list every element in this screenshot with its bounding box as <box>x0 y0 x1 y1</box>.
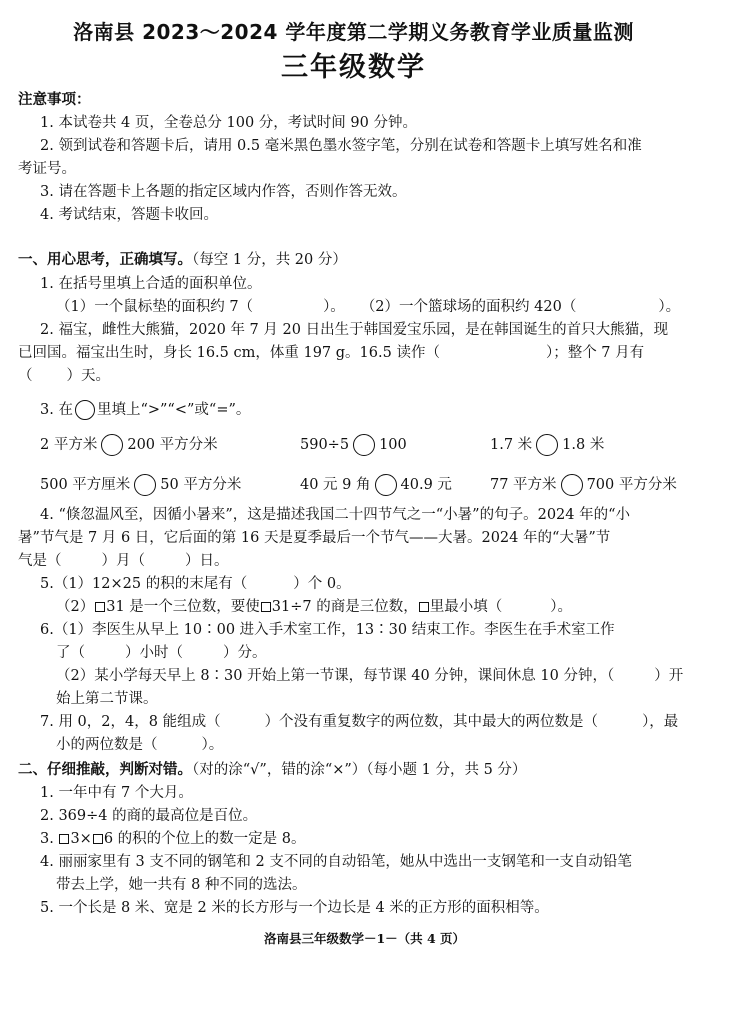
q1a-text: （1）一个鼠标垫的面积约 7（ <box>56 299 254 315</box>
notice-item: 考证号。 <box>18 161 76 177</box>
q5a-text: 5.（1）12×25 的积的末尾有（ <box>40 576 248 592</box>
q3-left-value: 1.7 米 <box>490 436 533 453</box>
q3-right-value: 50 平方分米 <box>160 476 242 493</box>
q3-stem-text: 3. 在 <box>40 401 73 418</box>
q3-right-value: 1.8 米 <box>562 436 605 453</box>
q3-left-value: 77 平方米 <box>490 476 557 493</box>
q4-line3 <box>18 554 689 577</box>
q2-days-open: （ <box>18 368 33 384</box>
q2-text: 已回国。福宝出生时，身长 16.5 cm，体重 197 g。16.5 读作（ <box>18 345 440 361</box>
q5b <box>18 600 689 623</box>
judge-item-5: 5. 一个长是 8 米、宽是 2 米的长方形与一个边长是 4 米的正方形的面积相等。 <box>40 900 549 916</box>
judge-item-4-cont: 带去上学，她一共有 8 种不同的选法。 <box>56 877 307 893</box>
judge-item-4: 4. 丽丽家里有 3 支不同的钢笔和 2 支不同的自动铅笔，她从中选出一支钢笔和一支自动铅笔 <box>40 854 632 870</box>
section-2-heading: 二、仔细推敲，判断对错。 <box>18 761 192 778</box>
box-icon <box>59 834 69 844</box>
box-icon <box>93 834 103 844</box>
q3-compare-item <box>490 474 677 496</box>
q6a-text-mid: ）小时（ <box>125 645 183 661</box>
q6a-line2 <box>18 646 689 669</box>
judge-item-1: 1. 一年中有 7 个大月。 <box>40 785 193 801</box>
judge-item-2: 2. 369÷4 的商的最高位是百位。 <box>40 808 258 824</box>
box-icon <box>95 602 105 612</box>
q1-stem: 1. 在括号里填上合适的面积单位。 <box>40 276 262 292</box>
judge-item-3-text-3: 6 的积的个位上的数一定是 8。 <box>103 831 306 847</box>
q6a-text: 了（ <box>56 645 85 661</box>
compare-circle-blank[interactable] <box>375 474 397 496</box>
compare-circle-blank[interactable] <box>561 474 583 496</box>
q4-text: 气是（ <box>18 553 62 569</box>
compare-circle-blank[interactable] <box>101 434 123 456</box>
q3-compare-item <box>300 474 490 496</box>
section-2 <box>18 763 689 924</box>
exam-subject: 三年级数学 <box>281 52 426 83</box>
q3-right-value: 40.9 元 <box>400 476 452 493</box>
section-2-instructions: （对的涂“√”，错的涂“×”）（每小题 1 分，共 5 分） <box>192 762 527 778</box>
notice-heading: 注意事项： <box>18 91 91 108</box>
q1b-text-end: ）。 <box>658 299 681 315</box>
q3-left-value: 500 平方厘米 <box>40 476 131 493</box>
compare-circle-blank[interactable] <box>536 434 558 456</box>
q5b-text: （2） <box>56 599 95 615</box>
q3-compare-item <box>490 434 604 456</box>
q3-row-2 <box>18 470 689 500</box>
page-footer: 洛南县三年级数学－1－（共 4 页） <box>263 931 466 946</box>
q3-right-value: 200 平方分米 <box>127 436 218 453</box>
q3-right-value: 700 平方分米 <box>586 476 677 493</box>
q4-line1: 4. “倏忽温风至，因循小暑来”，这是描述我国二十四节气之一“小暑”的句子。2024 年的“小 <box>40 507 631 523</box>
q2-text-end: ）；整个 7 月有 <box>545 345 645 361</box>
q1b-text: （2）一个篮球场的面积约 420（ <box>360 299 577 315</box>
section-1-header <box>18 253 689 277</box>
q1a-text-end: ）。 <box>323 299 345 315</box>
exam-title: 洛南县 2023～2024 学年度第二学期义务教育学业质量监测 <box>73 20 634 44</box>
q5a <box>18 577 689 600</box>
q6b-text-end: ）开 <box>654 668 684 684</box>
q1-parts <box>18 300 689 323</box>
q3-row-1 <box>18 430 689 460</box>
notice-block <box>18 93 689 231</box>
q6b-text: （2）某小学每天早上 8∶30 开始上第一节课，每节课 40 分钟，课间休息 10 分钟，（ <box>56 668 615 684</box>
q6a-line1: 6.（1）李医生从早上 10∶00 进入手术室工作，13∶30 结束工作。李医生在手术室工作 <box>40 622 615 638</box>
q3-compare-item <box>40 474 300 496</box>
q3-right-value: 100 <box>379 436 407 453</box>
q4-text-mid: ）月（ <box>101 553 145 569</box>
q2-line1: 2. 福宝，雌性大熊猫，2020 年 7 月 20 日出生于韩国爱宝乐园，是在韩国诞生的首只大熊猫，现 <box>40 322 669 338</box>
q7-text: 7. 用 0，2，4，8 能组成（ <box>40 714 221 730</box>
section-1-heading: 一、用心思考，正确填写。 <box>18 251 192 268</box>
judge-item-3 <box>18 832 689 855</box>
q6b-line1 <box>18 669 689 692</box>
notice-item: 4. 考试结束，答题卡收回。 <box>40 207 218 223</box>
q7-text-2: 小的两位数是（ <box>56 737 158 753</box>
q7-text-mid: ）个没有重复数字的两位数，其中最大的两位数是（ <box>264 714 599 730</box>
box-icon <box>261 602 271 612</box>
section-1-score: （每空 1 分，共 20 分） <box>192 252 347 268</box>
q6b-line2: 始上第二节课。 <box>56 691 158 707</box>
q7-line2 <box>18 738 689 761</box>
q3-stem <box>18 396 689 424</box>
q5b-text-4: 里最小填（ <box>429 599 503 615</box>
judge-item-3-text-2: 3× <box>70 831 92 847</box>
judge-item-3-text: 3. <box>40 831 59 847</box>
q5a-text-end: ）个 0。 <box>293 576 351 592</box>
q3-stem-text-end: 里填上“>”“<”或“=”。 <box>96 401 251 418</box>
section-1 <box>18 253 689 761</box>
q3-compare-item <box>300 434 490 456</box>
notice-item: 2. 领到试卷和答题卡后，请用 0.5 毫米黑色墨水签字笔，分别在试卷和答题卡上填写姓名和准 <box>40 138 642 154</box>
q7-text-2-end: ）。 <box>201 737 224 753</box>
q3-left-value: 2 平方米 <box>40 436 98 453</box>
q5b-text-end: ）。 <box>550 599 572 615</box>
notice-item: 3. 请在答题卡上各题的指定区域内作答，否则作答无效。 <box>40 184 407 200</box>
q2-line3 <box>18 369 689 396</box>
q3-compare-item <box>40 434 300 456</box>
q7-text-end: ），最 <box>642 714 679 730</box>
compare-circle-icon <box>75 400 95 420</box>
box-icon <box>419 602 429 612</box>
notice-item: 1. 本试卷共 4 页，全卷总分 100 分，考试时间 90 分钟。 <box>40 115 417 131</box>
compare-circle-blank[interactable] <box>353 434 375 456</box>
section-2-header <box>18 763 689 786</box>
q3-left-value: 40 元 9 角 <box>300 476 371 493</box>
q4-line2: 暑”节气是 7 月 6 日，它后面的第 16 天是夏季最后一个节气——大暑。2024 年的“大暑”节 <box>18 530 611 546</box>
q5b-text-3: 31÷7 的商是三位数， <box>271 599 418 615</box>
q2-days-close: ）天。 <box>66 368 110 384</box>
compare-circle-blank[interactable] <box>134 474 156 496</box>
q2-line2 <box>18 346 689 369</box>
q6a-text-end: ）分。 <box>223 645 267 661</box>
q5b-text-2: 31 是一个三位数，要使 <box>106 599 260 615</box>
q3-left-value: 590÷5 <box>300 436 350 453</box>
q4-text-end: ）日。 <box>185 553 229 569</box>
q7-line1 <box>18 715 689 738</box>
